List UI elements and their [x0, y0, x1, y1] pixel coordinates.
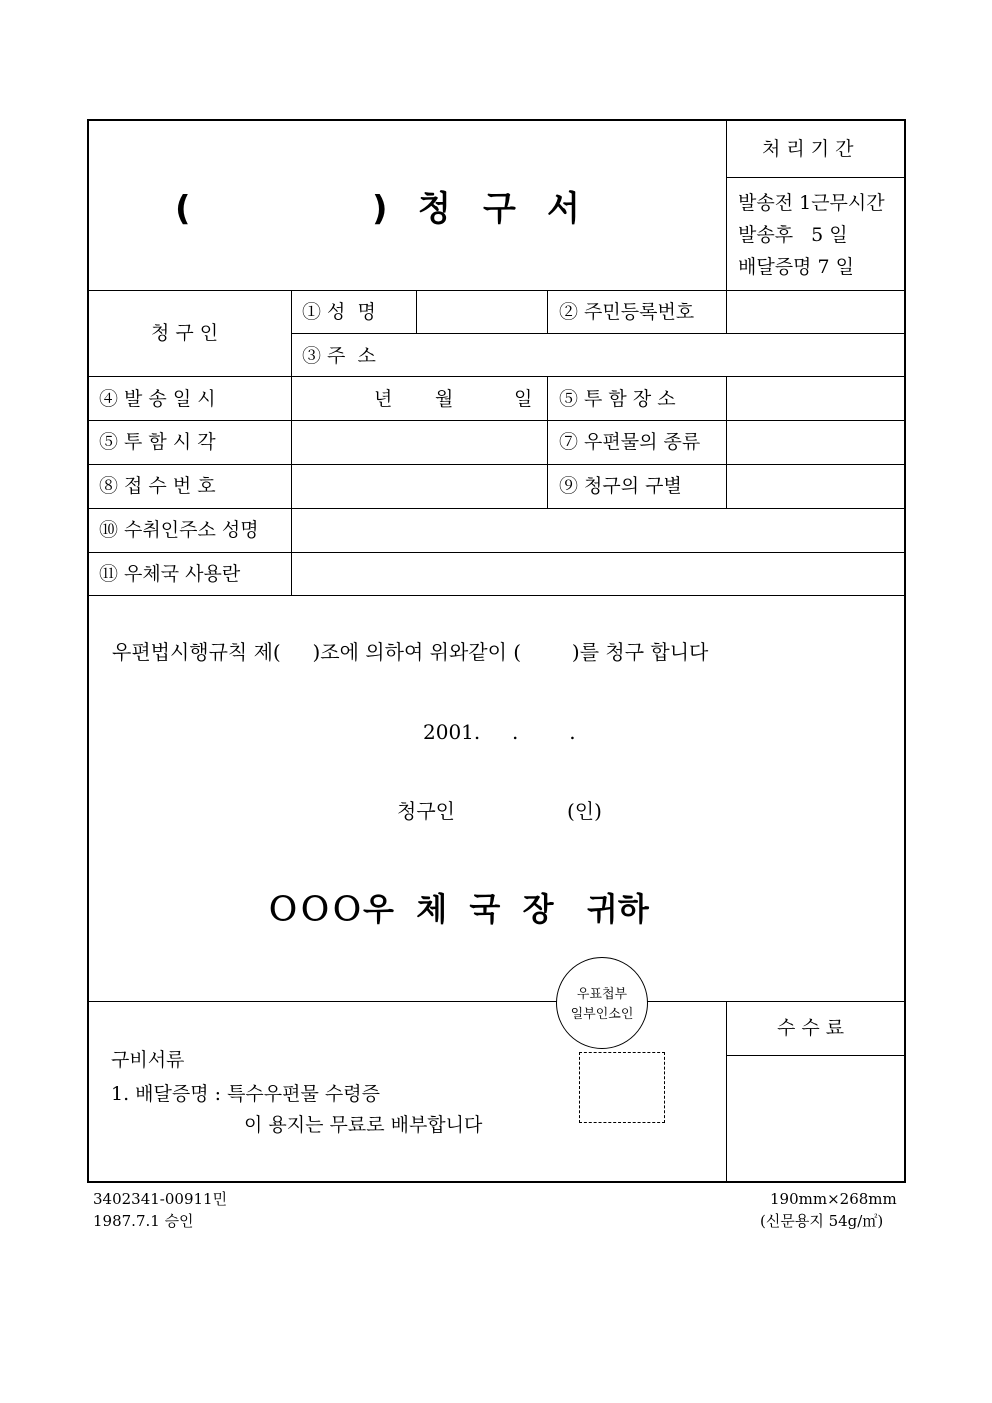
title-char-2: 구 [483, 189, 516, 229]
form-code: 3402341-00911민 [93, 1190, 228, 1208]
claim-form [87, 119, 906, 1183]
rule [291, 333, 904, 334]
rule [89, 595, 904, 596]
approval-date: 1987.7.1 승인 [93, 1212, 194, 1230]
title-char-1: 청 [418, 189, 451, 229]
period-line-3: 배달증명 7 일 [738, 256, 854, 278]
rule [726, 376, 727, 508]
addressee: ＯＯＯ우 체 국 장 귀하 [267, 890, 649, 928]
seal-mark: (인) [567, 799, 602, 823]
date-year-unit: 년 [374, 388, 393, 410]
claim-statement: 우편법시행규칙 제( )조에 의하여 위와같이 ( )를 청구 합니다 [112, 640, 709, 664]
stamp-circle [556, 957, 648, 1049]
send-date-label: ④ 발 송 일 시 [99, 388, 216, 410]
documents-item-1: 1. 배달증명 : 특수우편물 수령증 [111, 1083, 380, 1105]
rule [726, 1001, 727, 1183]
fee-label: 수 수 료 [777, 1017, 845, 1039]
processing-period-label: 처 리 기 간 [762, 138, 854, 160]
post-place-label: ⑤ 투 함 장 소 [559, 388, 676, 410]
rule [89, 290, 904, 291]
stamp-line-2: 일부인소인 [570, 1007, 634, 1022]
rule [727, 177, 904, 178]
date-day-unit: 일 [514, 388, 533, 410]
claim-type-label: ⑨ 청구의 구별 [559, 475, 682, 497]
rule [726, 290, 727, 333]
claimant-label: 청구인 [397, 799, 455, 823]
post-time-label: ⑤ 투 함 시 각 [99, 431, 216, 453]
stamp-box [579, 1052, 665, 1123]
rule [291, 290, 292, 595]
free-distribution-note: 이 용지는 무료로 배부합니다 [244, 1114, 483, 1136]
period-line-1: 발송전 1근무시간 [738, 192, 885, 214]
title-char-3: 서 [547, 189, 580, 229]
receipt-number-label: ⑧ 접 수 번 호 [99, 475, 216, 497]
period-line-2: 발송후 5 일 [738, 224, 848, 246]
documents-heading: 구비서류 [111, 1049, 185, 1071]
rule [89, 508, 904, 509]
office-use-label: ⑪ 우체국 사용란 [99, 563, 241, 585]
date-month-unit: 월 [435, 388, 454, 410]
paper-size: 190mm×268mm [770, 1190, 897, 1208]
rule [547, 376, 548, 508]
rule [89, 464, 904, 465]
registration-number-label: ② 주민등록번호 [559, 301, 695, 323]
applicant-label: 청 구 인 [151, 322, 219, 344]
rule [89, 420, 904, 421]
rule [89, 552, 904, 553]
name-label: ① 성 명 [302, 301, 376, 323]
rule [726, 121, 727, 290]
title-close-paren: ) [372, 189, 388, 229]
paper-type: (신문용지 54g/㎡) [760, 1212, 884, 1230]
rule [89, 1001, 904, 1002]
recipient-label: ⑩ 수취인주소 성명 [99, 519, 259, 541]
title-open-paren: ( [175, 189, 191, 229]
stamp-line-1: 우표첩부 [576, 987, 628, 1002]
mail-type-label: ⑦ 우편물의 종류 [559, 431, 701, 453]
rule [89, 376, 904, 377]
address-label: ③ 주 소 [302, 345, 376, 367]
rule [727, 1055, 904, 1056]
rule [416, 290, 417, 333]
claim-date: 2001. . . [423, 720, 576, 744]
rule [547, 290, 548, 333]
